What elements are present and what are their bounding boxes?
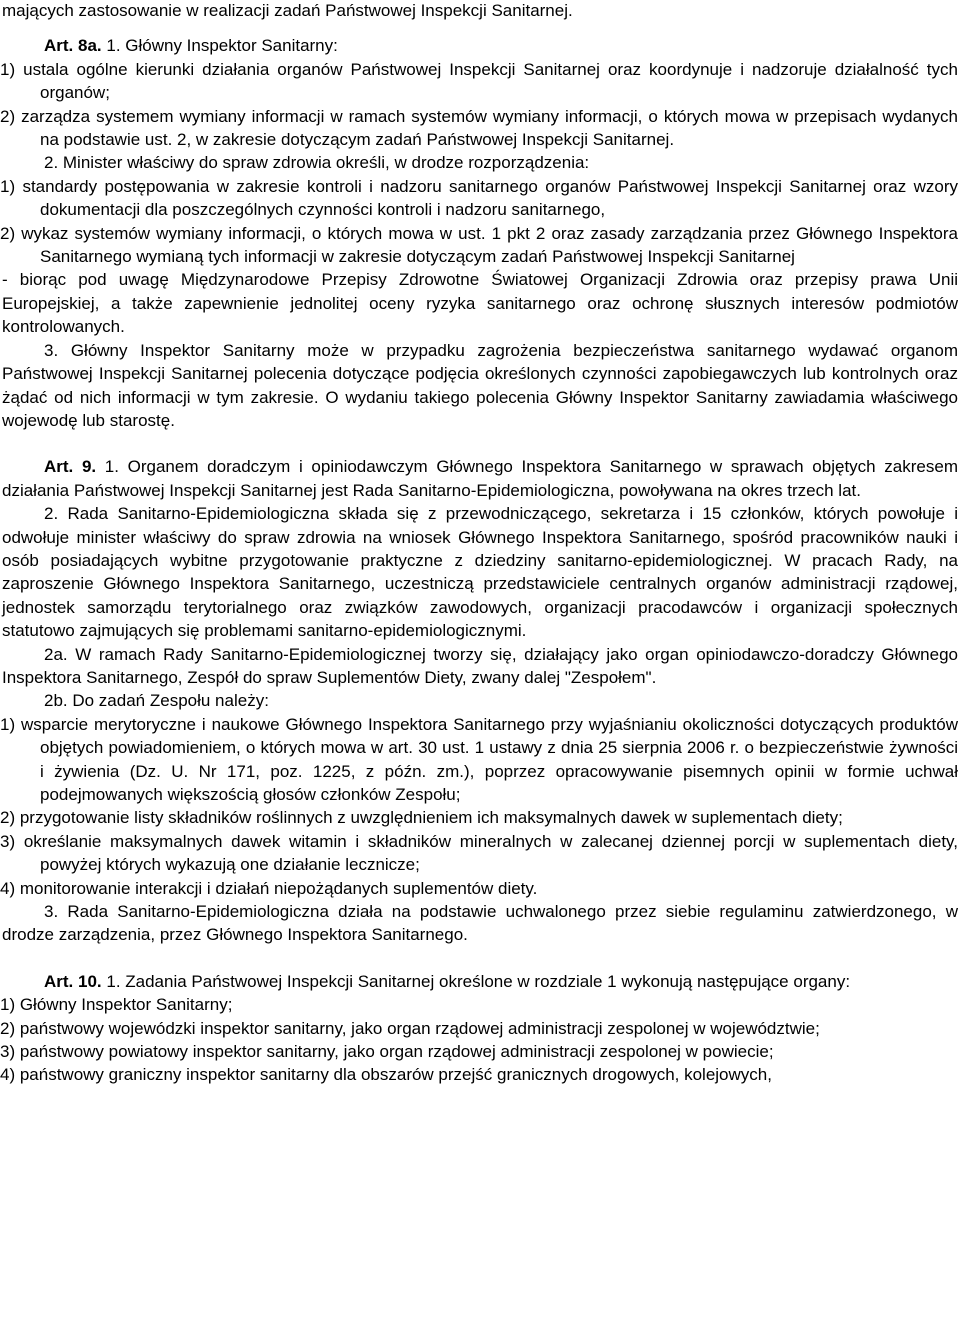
art10-para-1 [0, 970, 960, 993]
paragraph: 3. Rada Sanitarno-Epidemiologiczna działa na podstawie uchwalonego przez siebie regulaminu zatwierdzonego, w drodze zarządzenia, przez Głównego Inspektora Sanitarnego. [2, 902, 958, 945]
list-item: 4) monitorowanie interakcji i działań niepożądanych suplementów diety. [0, 878, 538, 898]
text-line: mających zastosowanie w realizacji zadań Państwowej Inspekcji Sanitarnej. [2, 1, 573, 20]
art9-para-1 [0, 455, 960, 502]
art8a-para-1 [0, 34, 960, 57]
spacer [0, 432, 960, 455]
paragraph-text: 1. Organem doradczym i opiniodawczym Głównego Inspektora Sanitarnego w sprawach objętych zakresem działania Państwowej Inspekcji Sanitarnej jest Rada Sanitarno-Epidemiologiczna, powoływana na okres trzech lat. [2, 457, 958, 500]
list-item: 1) wsparcie merytoryczne i naukowe Głównego Inspektora Sanitarnego przy wyjaśnianiu okoliczności dotyczących produktów objętych powiadomieniem, o których mowa w art. 30 ust. 1 ustawy z dnia 25 sierpnia 2006 r. o bezpieczeństwie żywności i żywienia (Dz. U. Nr 171, poz. 1225, z późn. zm.), poprzez opracowywanie pisemnych opinii w formie uchwał podejmowanych większością głosów członków Zespołu; [0, 714, 958, 804]
list-item: 1) Główny Inspektor Sanitarny; [0, 995, 233, 1015]
paragraph: 2. Rada Sanitarno-Epidemiologiczna składa się z przewodniczącego, sekretarza i 15 członków, których powołuje i odwołuje minister właściwy do spraw zdrowia na wniosek Głównego Inspektora Sanitarnego, spośród pracowników nauki i osób posiadających wybitne przygotowanie praktyczne z dziedziny sanitarno-epidemiologicznej. W pracach Rady, na zaproszenie Głównego Inspektora Sanitarnego, uczestniczą przedstawiciele centralnych organów administracji rządowej, jednostek samorządu terytorialnego oraz związków zawodowych, organizacji pracodawców i organizacji społecznych statutowo zajmujących się problemami sanitarno-epidemiologicznymi. [2, 504, 958, 641]
paragraph: - biorąc pod uwagę Międzynarodowe Przepisy Zdrowotne Światowej Organizacji Zdrowia oraz przepisy prawa Unii Europejskiej, a także zapewnienie jednolitej oceny ryzyka sanitarnego oraz ochronę słusznych interesów podmiotów kontrolowanych. [2, 270, 958, 337]
list-item: 2) państwowy wojewódzki inspektor sanitarny, jako organ rządowej administracji zespolonej w województwie; [0, 1018, 820, 1038]
article-heading: Art. 10. [44, 971, 102, 991]
list-item: 1) standardy postępowania w zakresie kontroli i nadzoru sanitarnego organów Państwowej Inspekcji Sanitarnej oraz wzory dokumentacji dla poszczególnych czynności kontroli i nadzoru sanitarnego, [0, 176, 958, 220]
article-heading: Art. 9. [44, 457, 97, 477]
spacer [0, 947, 960, 970]
paragraph-text: 1. Główny Inspektor Sanitarny: [101, 36, 338, 56]
list-item: 3) państwowy powiatowy inspektor sanitarny, jako organ rządowej administracji zespolonej w powiecie; [0, 1042, 774, 1062]
list-item: 1) ustala ogólne kierunki działania organów Państwowej Inspekcji Sanitarnej oraz koordynuje i nadzoruje działalność tych organów; [0, 59, 958, 103]
paragraph: 2. Minister właściwy do spraw zdrowia określi, w drodze rozporządzenia: [44, 153, 590, 173]
paragraph: 2b. Do zadań Zespołu należy: [44, 691, 269, 711]
paragraph: 2a. W ramach Rady Sanitarno-Epidemiologicznej tworzy się, działający jako organ opiniodawczo-doradczy Głównego Inspektora Sanitarnego, Zespół do spraw Suplementów Diety, zwany dalej "Zespołem". [2, 644, 958, 687]
paragraph-text: 1. Zadania Państwowej Inspekcji Sanitarnej określone w rozdziale 1 wykonują następujące organy: [101, 971, 851, 991]
list-item: 2) wykaz systemów wymiany informacji, o których mowa w ust. 1 pkt 2 oraz zasady zarządzania przez Głównego Inspektora Sanitarnego wymianą tych informacji w zakresie dotyczącym zadań Państwowej Inspekcji Sanitarnej [0, 223, 958, 267]
paragraph: 3. Główny Inspektor Sanitarny może w przypadku zagrożenia bezpieczeństwa sanitarnego wydawać organom Państwowej Inspekcji Sanitarnej polecenia dotyczące podjęcia określonych czynności zapobiegawczych lub kontrolnych oraz żądać od nich informacji w tym zakresie. O wydaniu takiego polecenia Główny Inspektor Sanitarny zawiadamia właściwego wojewodę lub starostę. [2, 340, 958, 430]
article-heading: Art. 8a. [44, 36, 102, 56]
list-item: 2) przygotowanie listy składników roślinnych z uwzględnieniem ich maksymalnych dawek w suplementach diety; [0, 808, 843, 828]
list-item: 2) zarządza systemem wymiany informacji w ramach systemów wymiany informacji, o których mowa w przepisach wydanych na podstawie ust. 2, w zakresie dotyczącym zadań Państwowej Inspekcji Sanitarnej. [0, 106, 958, 150]
list-item: 4) państwowy graniczny inspektor sanitarny dla obszarów przejść granicznych drogowych, kolejowych, [0, 1065, 772, 1085]
spacer [0, 22, 960, 34]
list-item: 3) określanie maksymalnych dawek witamin i składników mineralnych w zalecanej dziennej porcji w suplementach diety, powyżej których wykazują one działanie lecznicze; [0, 831, 958, 875]
